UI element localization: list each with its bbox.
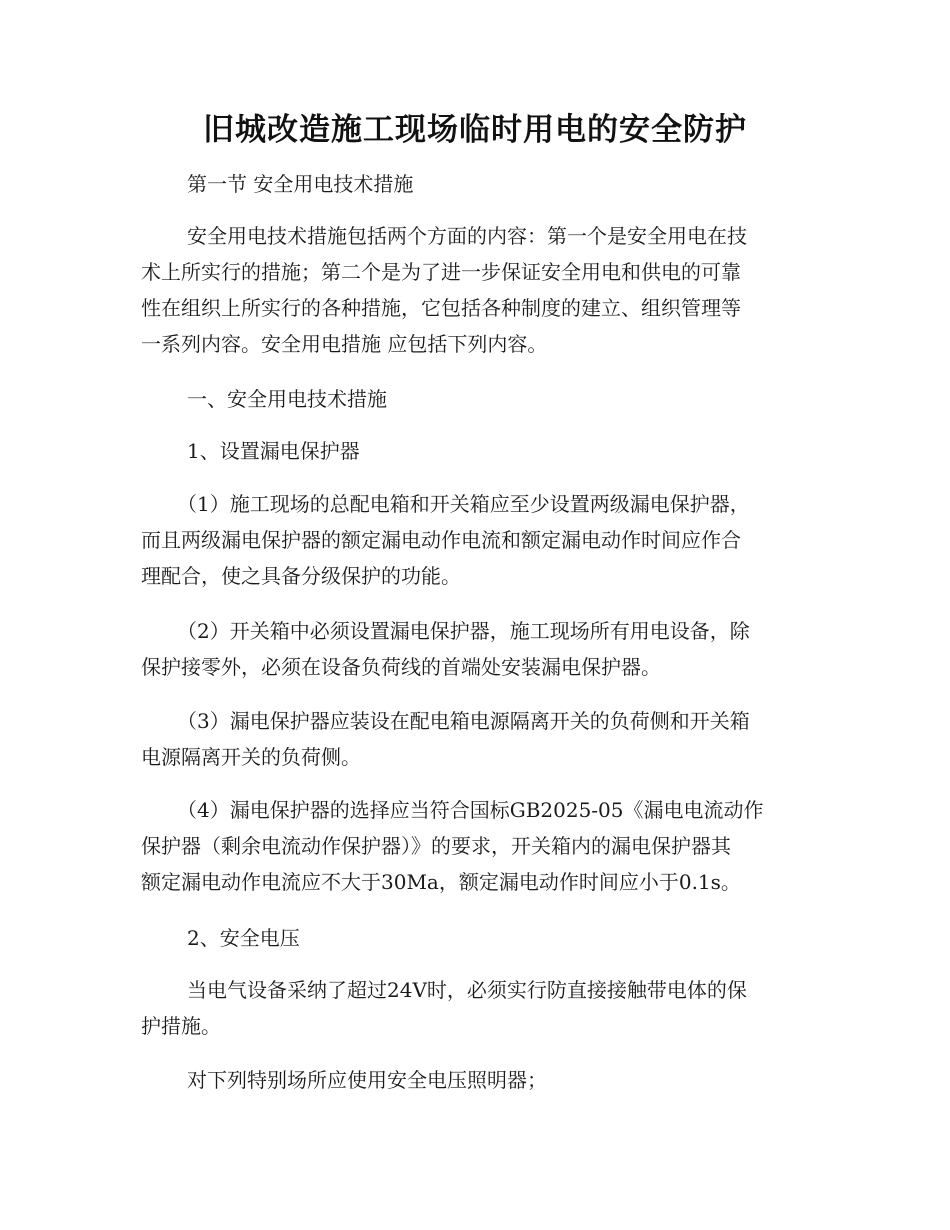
clause-3-paragraph (141, 703, 806, 775)
paragraph-line: 保护器（剩余电流动作保护器）》的要求，开关箱内的漏电保护器其 (141, 834, 731, 858)
paragraph-line: 对下列特别场所应使用安全电压照明器； (187, 1068, 547, 1092)
paragraph-line: 而且两级漏电保护器的额定漏电动作电流和额定漏电动作时间应作合 (141, 528, 741, 552)
intro-paragraph (141, 218, 806, 362)
paragraph-line: 性在组织上所实行的各种措施，它包括各种制度的建立、组织管理等 (141, 296, 741, 320)
section-heading (141, 166, 806, 202)
special-places-paragraph (141, 1062, 806, 1098)
paragraph-line: 额定漏电动作电流应不大于30Ma，额定漏电动作时间应小于0.1s。 (141, 870, 741, 894)
paragraph-line: 电源隔离开关的负荷侧。 (141, 745, 361, 769)
clause-2-paragraph (141, 613, 806, 685)
paragraph-line: （3）漏电保护器应装设在配电箱电源隔离开关的负荷侧和开关箱 (177, 709, 750, 733)
clause-4-paragraph (141, 792, 806, 900)
paragraph-line: 当电气设备采纳了超过24V时，必须实行防直接接触带电体的保 (187, 978, 747, 1002)
item-one-heading-text: 1、设置漏电保护器 (187, 439, 360, 463)
item-two-heading (141, 920, 806, 956)
item-two-heading-text: 2、安全电压 (187, 926, 300, 950)
paragraph-line: （4）漏电保护器的选择应当符合国标GB2025-05《漏电电流动作 (177, 798, 764, 822)
section-heading-text: 第一节 安全用电技术措施 (187, 172, 414, 196)
clause-1-paragraph (141, 486, 806, 594)
paragraph-line: 一系列内容。安全用电措施 应包括下列内容。 (141, 332, 548, 356)
paragraph-line: （1）施工现场的总配电箱和开关箱应至少设置两级漏电保护器， (177, 492, 750, 516)
paragraph-line: 护措施。 (141, 1014, 221, 1038)
item-one-heading (141, 433, 806, 469)
part-one-heading (141, 381, 806, 417)
paragraph-line: 理配合，使之具备分级保护的功能。 (141, 564, 461, 588)
part-one-heading-text: 一、安全用电技术措施 (187, 387, 387, 411)
paragraph-line: 保护接零外，必须在设备负荷线的首端处安装漏电保护器。 (141, 655, 661, 679)
safe-voltage-paragraph (141, 972, 806, 1044)
paragraph-line: 术上所实行的措施；第二个是为了进一步保证安全用电和供电的可靠 (141, 260, 741, 284)
paragraph-line: （2）开关箱中必须设置漏电保护器，施工现场所有用电设备，除 (177, 619, 750, 643)
paragraph-line: 安全用电技术措施包括两个方面的内容：第一个是安全用电在技 (187, 224, 747, 248)
document-title: 旧城改造施工现场临时用电的安全防护 (203, 112, 747, 148)
